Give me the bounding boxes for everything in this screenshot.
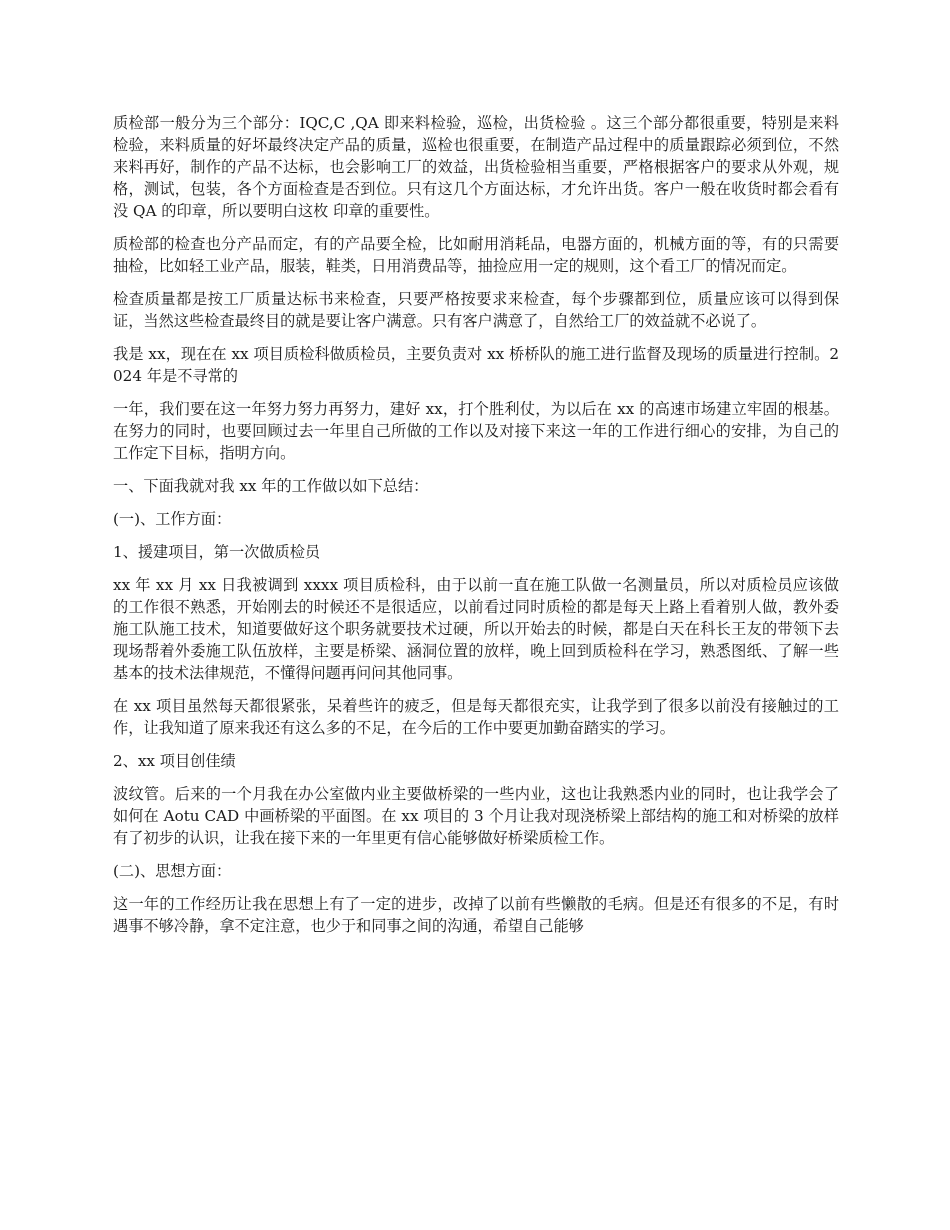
item-heading-achievement: 2、xx 项目创佳绩 [113,752,236,770]
paragraph-qc-overview: 质检部一般分为三个部分：IQC,C ,QA 即来料检验，巡检，出货检验 。这三个部分都很重要，特别是来料检验，来料质量的好坏最终决定产品的质量，巡检也很重要，在制造产品过程中的质量跟踪必须到位，不然来料再好，制作的产品不达标，也会影响工厂的效益，出货检验相当重要，严格根据客户的要求从外观，规格，测试，包装，各个方面检查是否到位。只有这几个方面达标，才允许出货。客户一般在收货时都会看有没 QA 的印章，所以要明白这枚 印章的重要性。 [113,114,839,220]
paragraph-quality-standard: 检查质量都是按工厂质量达标书来检查，只要严格按要求来检查，每个步骤都到位，质量应该可以得到保证，当然这些检查最终目的就是要让客户满意。只有客户满意了，自然给工厂的效益就不必说了。 [113,290,839,330]
subsection-heading-work: (一)、工作方面： [113,510,232,528]
subsection-heading-thought: (二)、思想方面： [113,862,232,880]
item-heading-first-project: 1、援建项目，第一次做质检员 [113,543,321,561]
paragraph-self-introduction: 我是 xx，现在在 xx 项目质检科做质检员，主要负责对 xx 桥桥队的施工进行监督及现场的质量进行控制。2024 年是不寻常的 [113,345,839,385]
paragraph-transfer-experience: xx 年 xx 月 xx 日我被调到 xxxx 项目质检科，由于以前一直在施工队做一名测量员，所以对质检员应该做的工作很不熟悉，开始刚去的时候还不是很适应，以前看过同时质检的都是每天上路上看着别人做，教外委施工队施工技术，知道要做好这个职务就要技术过硬，所以开始去的时候，都是白天在科长王友的带领下去现场帮着外委施工队伍放样，主要是桥梁、涵洞位置的放样，晚上回到质检科在学习，熟悉图纸、了解一些基本的技术法律规范，不懂得问题再问问其他同事。 [113,576,839,682]
paragraph-year-goals: 一年，我们要在这一年努力努力再努力，建好 xx，打个胜利仗，为以后在 xx 的高速市场建立牢固的根基。在努力的同时，也要回顾过去一年里自己所做的工作以及对接下来这一年的工作进行细心的安排，为自己的工作定下目标，指明方向。 [113,400,839,462]
paragraph-office-work: 波纹管。后来的一个月我在办公室做内业主要做桥梁的一些内业，这也让我熟悉内业的同时，也让我学会了如何在 Aotu CAD 中画桥梁的平面图。在 xx 项目的 3 个月让我对现浇桥梁上部结构的施工和对桥梁的放样有了初步的认识，让我在接下来的一年里更有信心能够做好桥梁质检工作。 [113,785,839,847]
paragraph-inspection-types: 质检部的检查也分产品而定，有的产品要全检，比如耐用消耗品，电器方面的，机械方面的等，有的只需要抽检，比如轻工业产品，服装，鞋类，日用消费品等，抽捡应用一定的规则，这个看工厂的情况而定。 [113,235,839,275]
paragraph-thought-progress: 这一年的工作经历让我在思想上有了一定的进步，改掉了以前有些懒散的毛病。但是还有很多的不足，有时遇事不够冷静，拿不定注意，也少于和同事之间的沟通，希望自己能够 [113,895,839,935]
paragraph-project-reflection: 在 xx 项目虽然每天都很紧张，呆着些许的疲乏，但是每天都很充实，让我学到了很多以前没有接触过的工作，让我知道了原来我还有这么多的不足，在今后的工作中要更加勤奋踏实的学习。 [113,697,839,737]
section-heading-summary: 一、下面我就对我 xx 年的工作做以如下总结： [113,477,429,495]
document-page [113,112,839,948]
